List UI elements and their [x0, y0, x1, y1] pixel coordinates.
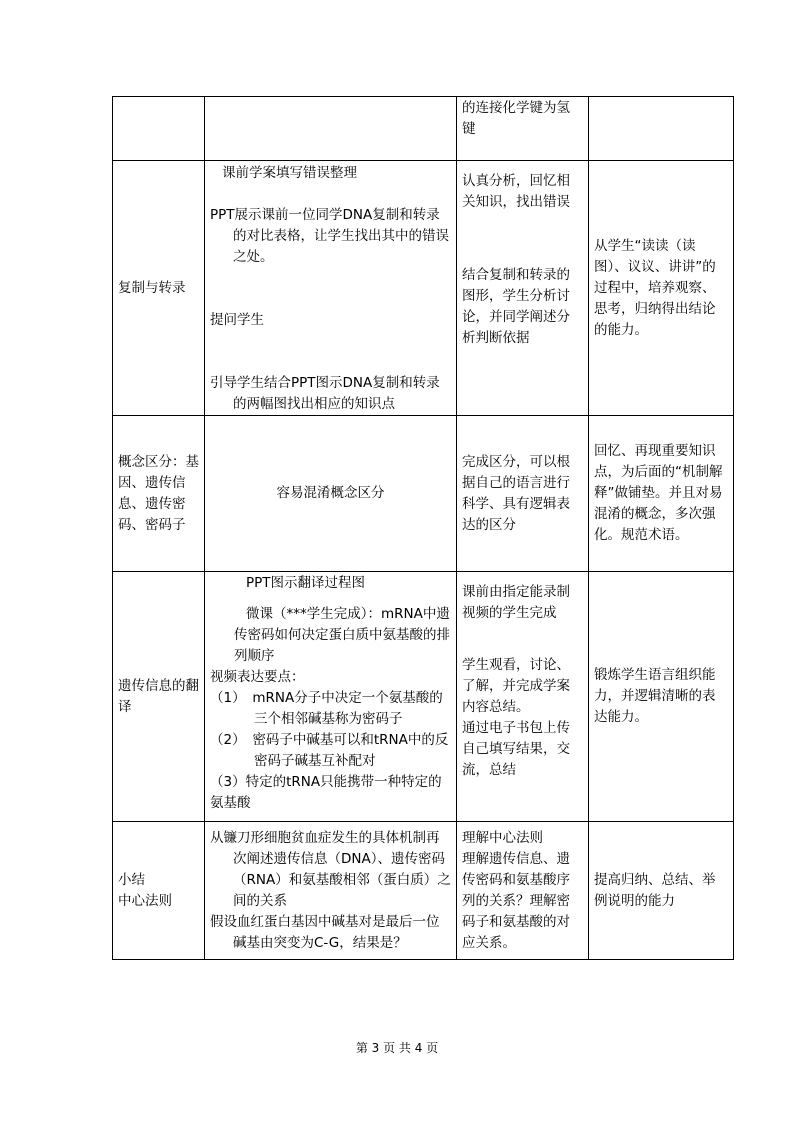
page-footer: 第 3 页 共 4 页 — [355, 1041, 439, 1055]
cell-student-activity — [457, 572, 589, 822]
cell-design-intent — [589, 161, 734, 416]
topic-label: 小结 — [118, 871, 145, 888]
cell-teacher-activity — [205, 416, 457, 572]
activity-ppt: PPT展示课前一位同学DNA复制和转录的对比表格，让学生找出其中的错误之处。 — [210, 207, 449, 265]
cell-student-activity — [457, 97, 589, 161]
cell-student-activity — [457, 416, 589, 572]
cell-topic — [113, 572, 205, 822]
cell-text: 的连接化学键为氢 — [462, 100, 570, 116]
activity-ask: 提问学生 — [210, 312, 264, 328]
cell-teacher-activity — [205, 97, 457, 161]
student-activity-text: 完成区分，可以根据自己的语言进行科学、具有逻辑表达的区分 — [462, 453, 570, 533]
table-row-summary — [113, 822, 734, 960]
cell-teacher-activity — [205, 822, 457, 960]
activity-point-2: （2） 密码子中碱基可以和tRNA中的反密码子碱基互补配对 — [210, 732, 449, 769]
activity-point-1: （1） mRNA分子中决定一个氨基酸的三个相邻碱基称为密码子 — [210, 690, 443, 727]
student-activity-c: 通过电子书包上传自己填写结果，交流，总结 — [462, 720, 570, 778]
cell-design-intent — [589, 572, 734, 822]
cell-teacher-activity — [205, 161, 457, 416]
student-activity-b: 理解遗传信息、遗传密码和氨基酸序列的关系？理解密码子和氨基酸的对应关系。 — [462, 851, 570, 951]
activity-mechanism: 从镰刀形细胞贫血症发生的具体机制再次阐述遗传信息（DNA）、遗传密码（RNA）和氨基酸相邻（蛋白质）之间的关系 — [210, 830, 451, 909]
activity-title: PPT图示翻译过程图 — [246, 575, 366, 591]
design-intent-text: 回忆、再现重要知识点，为后面的“机制解释”做铺垫。并且对易混淆的概念，多次强化。规范术语。 — [594, 443, 723, 543]
topic-label: 复制与转录 — [118, 279, 186, 296]
activity-point-3: （3）特定的tRNA只能携带一种特定的氨基酸 — [210, 774, 442, 811]
topic-label: 概念区分：基因、遗传信息、遗传密码、密码子 — [118, 453, 199, 533]
activity-hypothesis: 假设血红蛋白基因中碱基对是最后一位碱基由突变为C-G，结果是？ — [210, 914, 440, 951]
activity-text: 容易混淆概念区分 — [276, 485, 385, 501]
design-intent-text: 从学生“读读（读图）、议议、讲讲”的过程中，培养观察、思考，归纳得出结论的能力。 — [594, 237, 716, 338]
cell-design-intent — [589, 97, 734, 161]
topic-label: 遗传信息的翻译 — [118, 677, 199, 715]
design-intent-text: 锻炼学生语言组织能力，并逻辑清晰的表达能力。 — [594, 667, 716, 725]
student-activity-b: 学生观看，讨论、了解，并完成学案内容总结。 — [462, 657, 570, 715]
lesson-plan-table — [112, 96, 734, 960]
activity-guide: 引导学生结合PPT图示DNA复制和转录的两幅图找出相应的知识点 — [210, 375, 440, 412]
cell-teacher-activity — [205, 572, 457, 822]
table-row-concepts — [113, 416, 734, 572]
table-row-replication-transcription — [113, 161, 734, 416]
table-row-continuation — [113, 97, 734, 161]
student-activity-a: 认真分析，回忆相关知识，找出错误 — [462, 173, 570, 210]
cell-topic — [113, 97, 205, 161]
student-activity-b: 结合复制和转录的图形，学生分析讨论，并同学阐述分析判断依据 — [462, 267, 570, 346]
topic-label: 中心法则 — [118, 892, 172, 909]
table-row-translation — [113, 572, 734, 822]
activity-title: 课前学案填写错误整理 — [222, 165, 357, 181]
cell-topic — [113, 161, 205, 416]
cell-design-intent — [589, 416, 734, 572]
cell-design-intent — [589, 822, 734, 960]
activity-points: 视频表达要点： — [210, 669, 305, 685]
cell-topic — [113, 416, 205, 572]
student-activity-a: 课前由指定能录制视频的学生完成 — [462, 584, 570, 621]
cell-student-activity — [457, 822, 589, 960]
cell-topic — [113, 822, 205, 960]
cell-text: 键 — [462, 121, 476, 137]
activity-micro-lesson: 微课（***学生完成）：mRNA中遗传密码如何决定蛋白质中氨基酸的排列顺序 — [234, 606, 450, 664]
cell-student-activity — [457, 161, 589, 416]
student-activity-a: 理解中心法则 — [462, 830, 543, 846]
design-intent-text: 提高归纳、总结、举例说明的能力 — [594, 871, 716, 909]
